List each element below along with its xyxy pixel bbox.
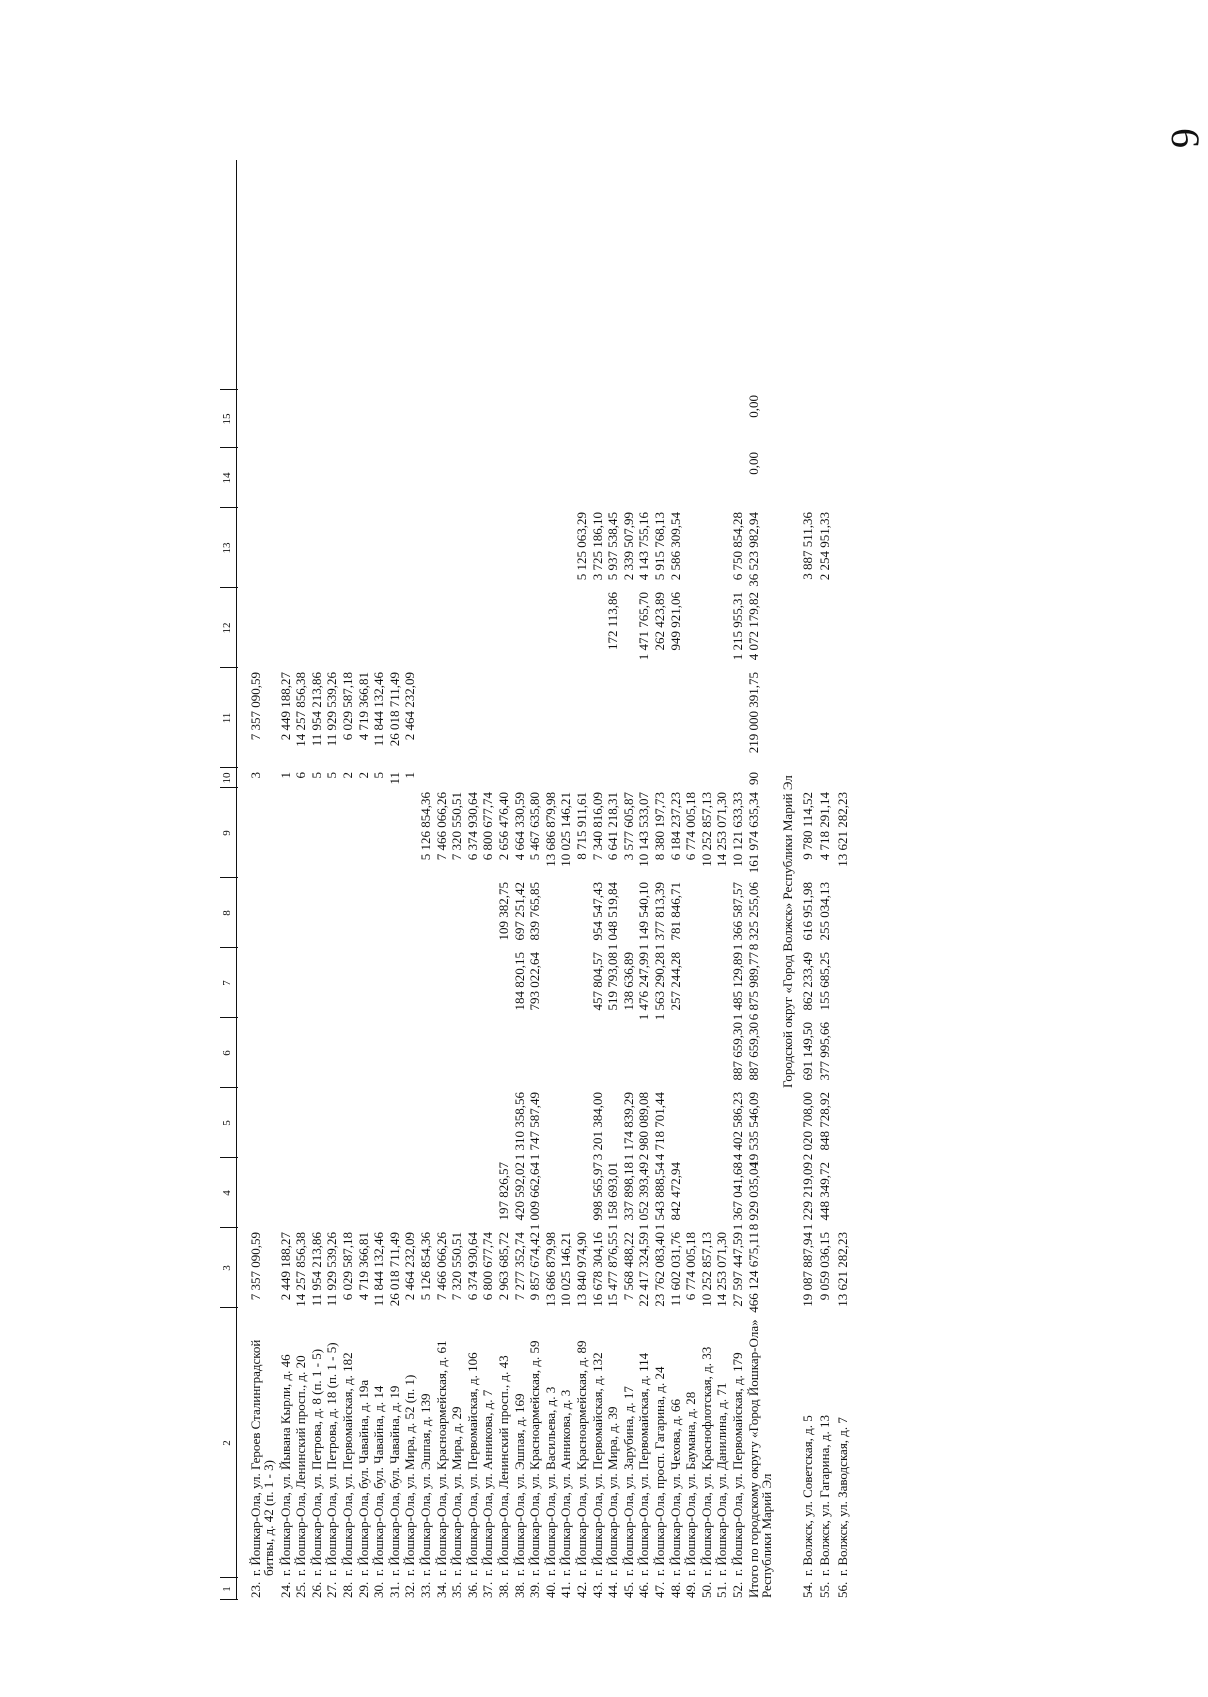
row-address: г. Йошкар-Ола, ул. Зарубина, д. 17 [620, 1386, 636, 1576]
row-number: 43. [589, 1581, 605, 1598]
column-number-15: 15 [221, 413, 233, 425]
cell-c5: 4 718 701,44 [652, 1092, 667, 1161]
row-number: 46. [636, 1581, 652, 1598]
total-c12: 4 072 179,82 [745, 592, 761, 661]
cell-c7: 862 233,49 [799, 952, 815, 1011]
cell-c9: 10 252 857,13 [698, 792, 714, 867]
cell-c9: 14 253 071,30 [714, 792, 730, 867]
row-number: 45. [620, 1581, 636, 1598]
cell-c13: 5 125 063,29 [574, 512, 589, 581]
column-number-8: 8 [221, 910, 233, 916]
row-address: г. Йошкар-Ола, ул. Петрова, д. 18 (п. 1 - 5) [324, 1342, 340, 1576]
cell-c10: 2 [355, 772, 371, 779]
cell-c13: 2 586 309,54 [667, 512, 683, 581]
cell-c13: 3 725 186,10 [589, 512, 605, 581]
cell-c10: 5 [308, 772, 324, 779]
row-number: 48. [667, 1581, 683, 1598]
row-number: 24. [277, 1581, 293, 1598]
column-number-10: 10 [221, 772, 233, 784]
total-c6: 887 659,30 [745, 1022, 761, 1081]
row-number: 42. [574, 1581, 589, 1598]
total-c8: 8 325 255,06 [745, 882, 761, 951]
cell-c9: 7 320 550,51 [449, 792, 465, 861]
cell-c9: 2 656 476,40 [496, 792, 511, 861]
row-address: г. Йошкар-Ола, ул. Баумана, д. 28 [683, 1391, 699, 1576]
table-rule [236, 160, 237, 1600]
row-address: г. Йошкар-Ола, бул. Чавайна, д. 14 [371, 1385, 387, 1576]
row-address: г. Йошкар-Ола, ул. Первомайская, д. 106 [464, 1352, 480, 1576]
cell-c3: 15 477 876,55 [605, 1232, 621, 1307]
cell-c3: 13 686 879,98 [542, 1232, 558, 1307]
cell-c10: 11 [386, 772, 402, 785]
row-address: г. Йошкар-Ола, ул. Анникова, д. 7 [480, 1389, 496, 1576]
cell-c9: 13 621 282,23 [834, 792, 850, 867]
cell-c11: 14 257 856,38 [293, 672, 309, 747]
column-number-9: 9 [221, 830, 233, 836]
row-address: г. Йошкар-Ола, ул. Красноармейская, д. 61 [433, 1340, 449, 1576]
total-c9: 161 974 635,34 [745, 792, 761, 874]
cell-c5: 4 402 586,23 [730, 1092, 745, 1161]
column-number-14: 14 [221, 472, 233, 484]
cell-c3: 7 466 066,26 [433, 1232, 449, 1301]
cell-c3: 11 844 132,46 [371, 1232, 387, 1307]
cell-c7: 793 022,64 [527, 952, 543, 1011]
total-c4: 8 929 035,04 [745, 1162, 761, 1231]
cell-c7: 257 244,28 [667, 952, 683, 1011]
cell-c3: 13 840 974,90 [574, 1232, 589, 1307]
row-address: г. Йошкар-Ола, ул. Первомайская, д. 132 [589, 1352, 605, 1576]
cell-c4: 1 158 693,01 [605, 1162, 621, 1231]
cell-c9: 4 664 330,59 [511, 792, 527, 861]
column-number-1: 1 [221, 1586, 233, 1592]
row-address: г. Йошкар-Ола, ул. Йывана Кырли, д. 46 [277, 1354, 293, 1576]
cell-c8: 839 765,85 [527, 882, 543, 941]
row-number: 33. [418, 1581, 433, 1598]
cell-c11: 4 719 366,81 [355, 672, 371, 741]
cell-c9: 10 143 533,07 [636, 792, 652, 867]
row-number: 31. [386, 1581, 402, 1598]
cell-c4: 197 826,57 [496, 1162, 511, 1221]
cell-c9: 13 686 879,98 [542, 792, 558, 867]
row-address: г. Волжск, ул. Гагарина, д. 13 [817, 1415, 833, 1576]
cell-c3: 10 025 146,21 [558, 1232, 574, 1307]
cell-c7: 1 485 129,89 [730, 952, 745, 1021]
cell-c3: 6 800 677,74 [480, 1232, 496, 1301]
cell-c10: 2 [340, 772, 355, 779]
row-number: 36. [464, 1581, 480, 1598]
cell-c9: 4 718 291,14 [817, 792, 833, 861]
cell-c9: 6 641 218,31 [605, 792, 621, 861]
row-number: 40. [542, 1581, 558, 1598]
cell-c5: 2 020 708,00 [799, 1092, 815, 1161]
row-number: 26. [308, 1581, 324, 1598]
cell-c8: 1 366 587,57 [730, 882, 745, 951]
cell-c10: 3 [248, 772, 263, 779]
row-number: 52. [730, 1581, 745, 1598]
row-number: 56. [834, 1581, 850, 1598]
cell-c10: 5 [371, 772, 387, 779]
cell-c3: 2 449 188,27 [277, 1232, 293, 1301]
cell-c9: 10 121 633,33 [730, 792, 745, 867]
row-address: г. Йошкар-Ола, ул. Эшпая, д. 169 [511, 1393, 527, 1576]
row-number: 29. [355, 1581, 371, 1598]
cell-c10: 1 [277, 772, 293, 779]
row-address: г. Йошкар-Ола, ул. Эшпая, д. 139 [418, 1393, 433, 1576]
row-address: г. Йошкар-Ола, Ленинский просп., д. 20 [293, 1355, 309, 1576]
column-number-6: 6 [221, 1050, 233, 1056]
total-c7: 6 875 989,77 [745, 952, 761, 1021]
cell-c5: 848 728,92 [817, 1092, 833, 1151]
column-number-5: 5 [221, 1120, 233, 1126]
cell-c9: 7 340 816,09 [589, 792, 605, 861]
rotated-table [220, 100, 1180, 1600]
row-address: г. Волжск, ул. Заводская, д. 7 [834, 1417, 850, 1576]
row-number: 25. [293, 1581, 309, 1598]
cell-c12: 262 423,89 [652, 592, 667, 651]
cell-c4: 448 349,72 [817, 1162, 833, 1221]
cell-c4: 998 565,97 [589, 1162, 605, 1221]
cell-c5: 3 201 384,00 [589, 1092, 605, 1161]
cell-c9: 7 466 066,26 [433, 792, 449, 861]
total-c5: 19 535 546,09 [745, 1092, 761, 1167]
row-address: г. Йошкар-Ола, ул. Мира, д. 52 (п. 1) [402, 1374, 418, 1576]
cell-c3: 23 762 083,40 [652, 1232, 667, 1307]
cell-c3: 4 719 366,81 [355, 1232, 371, 1301]
row-address: г. Йошкар-Ола, ул. Первомайская, д. 182 [340, 1352, 355, 1576]
cell-c9: 10 025 146,21 [558, 792, 574, 867]
cell-c11: 11 844 132,46 [371, 672, 387, 747]
cell-c7: 138 636,89 [620, 952, 636, 1011]
cell-c3: 10 252 857,13 [698, 1232, 714, 1307]
cell-c4: 420 592,02 [511, 1162, 527, 1221]
cell-c3: 19 087 887,94 [799, 1232, 815, 1307]
cell-c3: 6 029 587,18 [340, 1232, 355, 1301]
cell-c11: 7 357 090,59 [248, 672, 263, 741]
cell-c9: 9 780 114,52 [799, 792, 815, 860]
cell-c4: 337 898,18 [620, 1162, 636, 1221]
cell-c9: 5 467 635,80 [527, 792, 543, 861]
cell-c7: 1 476 247,99 [636, 952, 652, 1021]
row-number: 39. [527, 1581, 543, 1598]
column-number-4: 4 [221, 1190, 233, 1196]
cell-c3: 14 257 856,38 [293, 1232, 309, 1307]
cell-c3: 5 126 854,36 [418, 1232, 433, 1301]
cell-c9: 5 126 854,36 [418, 792, 433, 861]
cell-c3: 7 320 550,51 [449, 1232, 465, 1301]
total-label-cont: Республики Марий Эл [758, 1473, 774, 1598]
row-address: г. Волжск, ул. Советская, д. 5 [799, 1415, 815, 1576]
cell-c5: 2 980 089,08 [636, 1092, 652, 1161]
row-number: 47. [652, 1581, 667, 1598]
cell-c9: 6 184 237,23 [667, 792, 683, 861]
cell-c3: 13 621 282,23 [834, 1232, 850, 1307]
row-number: 38. [511, 1581, 527, 1598]
cell-c6: 691 149,50 [799, 1022, 815, 1081]
cell-c4: 1 543 888,54 [652, 1162, 667, 1231]
total-c3: 466 124 675,11 [745, 1232, 761, 1313]
cell-c10: 5 [324, 772, 340, 779]
cell-c3: 11 954 213,86 [308, 1232, 324, 1307]
row-number: 27. [324, 1581, 340, 1598]
cell-c5: 1 174 839,29 [620, 1092, 636, 1161]
cell-c3: 11 929 539,26 [324, 1232, 340, 1307]
row-number: 28. [340, 1581, 355, 1598]
cell-c10: 1 [402, 772, 418, 779]
row-address: г. Йошкар-Ола, ул. Красноармейская, д. 59 [527, 1340, 543, 1576]
cell-c3: 7 277 352,74 [511, 1232, 527, 1301]
row-address: г. Йошкар-Ола, бул. Чавайна, д. 19 [386, 1385, 402, 1576]
cell-c3: 9 857 674,42 [527, 1232, 543, 1301]
cell-c8: 954 547,43 [589, 882, 605, 941]
cell-c3: 14 253 071,30 [714, 1232, 730, 1307]
row-number: 32. [402, 1581, 418, 1598]
row-number: 54. [799, 1581, 815, 1598]
row-number: 35. [449, 1581, 465, 1598]
cell-c9: 8 715 911,61 [574, 792, 589, 860]
cell-c4: 1 009 662,64 [527, 1162, 543, 1231]
row-number: 55. [817, 1581, 833, 1598]
total-label: Итого по городскому округу «Город Йошкар-Ола» [745, 1319, 761, 1598]
cell-c3: 6 374 930,64 [464, 1232, 480, 1301]
region-heading: Городской округ «Город Волжск» Республики Марий Эл [779, 775, 795, 1088]
row-address: г. Йошкар-Ола, ул. Мира, д. 29 [449, 1406, 465, 1576]
column-number-3: 3 [221, 1265, 233, 1271]
row-address: г. Йошкар-Ола, ул. Героев Сталинградской [248, 1339, 263, 1576]
row-address: г. Йошкар-Ола, ул. Краснофлотская, д. 33 [698, 1346, 714, 1576]
row-address-cont: битвы, д. 42 (п. 1 - 3) [261, 1460, 276, 1576]
cell-c4: 842 472,94 [667, 1162, 683, 1221]
row-address: г. Йошкар-Ола, ул. Мира, д. 39 [605, 1406, 621, 1576]
row-address: г. Йошкар-Ола, ул. Красноармейская, д. 89 [574, 1340, 589, 1576]
cell-c13: 4 143 755,16 [636, 512, 652, 581]
cell-c13: 3 887 511,36 [799, 512, 815, 580]
row-address: г. Йошкар-Ола, просп. Гагарина, д. 24 [652, 1366, 667, 1576]
cell-c13: 2 339 507,99 [620, 512, 636, 581]
column-number-7: 7 [221, 980, 233, 986]
column-number-13: 13 [221, 542, 233, 554]
total-c14: 0,00 [745, 452, 761, 475]
row-number: 37. [480, 1581, 496, 1598]
cell-c7: 155 685,25 [817, 952, 833, 1011]
cell-c11: 11 954 213,86 [308, 672, 324, 747]
cell-c12: 1 471 765,70 [636, 592, 652, 661]
total-c13: 36 523 982,94 [745, 512, 761, 587]
cell-c9: 8 380 197,73 [652, 792, 667, 861]
cell-c11: 6 029 587,18 [340, 672, 355, 741]
cell-c3: 2 464 232,09 [402, 1232, 418, 1301]
cell-c13: 5 915 768,13 [652, 512, 667, 581]
row-address: г. Йошкар-Ола, ул. Первомайская, д. 179 [730, 1352, 745, 1576]
cell-c3: 6 774 005,18 [683, 1232, 699, 1301]
cell-c3: 9 059 036,15 [817, 1232, 833, 1301]
cell-c5: 1 310 358,56 [511, 1092, 527, 1161]
cell-c8: 1 149 540,10 [636, 882, 652, 951]
cell-c3: 11 602 031,76 [667, 1232, 683, 1307]
cell-c8: 781 846,71 [667, 882, 683, 941]
cell-c11: 26 018 711,49 [386, 672, 402, 747]
cell-c9: 6 774 005,18 [683, 792, 699, 861]
row-number: 51. [714, 1581, 730, 1598]
cell-c4: 1 052 393,49 [636, 1162, 652, 1231]
cell-c7: 519 793,08 [605, 952, 621, 1011]
cell-c3: 7 568 488,22 [620, 1232, 636, 1301]
cell-c3: 7 357 090,59 [248, 1232, 263, 1301]
column-number-11: 11 [221, 712, 233, 724]
row-number: 41. [558, 1581, 574, 1598]
row-address: г. Йошкар-Ола, ул. Петрова, д. 8 (п. 1 - 5) [308, 1348, 324, 1576]
cell-c9: 6 374 930,64 [464, 792, 480, 861]
row-number: 44. [605, 1581, 621, 1598]
cell-c8: 109 382,75 [496, 882, 511, 941]
row-number: 34. [433, 1581, 449, 1598]
total-c15: 0,00 [745, 395, 761, 418]
cell-c12: 949 921,06 [667, 592, 683, 651]
cell-c10: 6 [293, 772, 309, 779]
cell-c6: 377 995,66 [817, 1022, 833, 1081]
cell-c5: 1 747 587,49 [527, 1092, 543, 1161]
row-address: г. Йошкар-Ола, ул. Васильева, д. 3 [542, 1386, 558, 1576]
row-address: г. Йошкар-Ола, ул. Анникова, д. 3 [558, 1389, 574, 1576]
cell-c8: 1 377 813,39 [652, 882, 667, 951]
row-address: г. Йошкар-Ола, ул. Чехова, д. 66 [667, 1399, 683, 1576]
cell-c11: 2 464 232,09 [402, 672, 418, 741]
cell-c9: 3 577 605,87 [620, 792, 636, 861]
cell-c11: 2 449 188,27 [277, 672, 293, 741]
cell-c12: 1 215 955,31 [730, 592, 745, 661]
row-number: 23. [248, 1581, 263, 1598]
total-c11: 219 000 391,75 [745, 672, 761, 754]
cell-c7: 184 820,15 [511, 952, 527, 1011]
cell-c7: 457 804,57 [589, 952, 605, 1011]
total-c10: 90 [745, 772, 761, 785]
column-number-12: 12 [221, 622, 233, 634]
row-address: г. Йошкар-Ола, ул. Данилина, д. 71 [714, 1382, 730, 1576]
cell-c11: 11 929 539,26 [324, 672, 340, 747]
cell-c13: 2 254 951,33 [817, 512, 833, 581]
cell-c4: 1 367 041,68 [730, 1162, 745, 1231]
cell-c9: 6 800 677,74 [480, 792, 496, 861]
cell-c13: 5 937 538,45 [605, 512, 621, 581]
row-address: г. Йошкар-Ола, бул. Чавайна, д. 19а [355, 1379, 371, 1576]
cell-c12: 172 113,86 [605, 592, 621, 651]
cell-c3: 26 018 711,49 [386, 1232, 402, 1307]
cell-c3: 27 597 447,59 [730, 1232, 745, 1307]
cell-c8: 616 951,98 [799, 882, 815, 941]
cell-c7: 1 563 290,28 [652, 952, 667, 1021]
cell-c6: 887 659,30 [730, 1022, 745, 1081]
row-address: г. Йошкар-Ола, ул. Первомайская, д. 114 [636, 1352, 652, 1576]
row-number: 30. [371, 1581, 387, 1598]
cell-c4: 1 229 219,09 [799, 1162, 815, 1231]
page-number: 6 [1163, 128, 1208, 148]
cell-c8: 1 048 519,84 [605, 882, 621, 951]
cell-c8: 697 251,42 [511, 882, 527, 941]
cell-c13: 6 750 854,28 [730, 512, 745, 581]
row-address: г. Йошкар-Ола, Ленинский просп., д. 43 [496, 1355, 511, 1576]
row-number: 49. [683, 1581, 699, 1598]
cell-c3: 2 963 685,72 [496, 1232, 511, 1301]
cell-c8: 255 034,13 [817, 882, 833, 941]
row-number: 38. [496, 1581, 511, 1598]
column-number-2: 2 [221, 1440, 233, 1446]
row-number: 50. [698, 1581, 714, 1598]
cell-c3: 16 678 304,16 [589, 1232, 605, 1307]
cell-c3: 22 417 324,59 [636, 1232, 652, 1307]
